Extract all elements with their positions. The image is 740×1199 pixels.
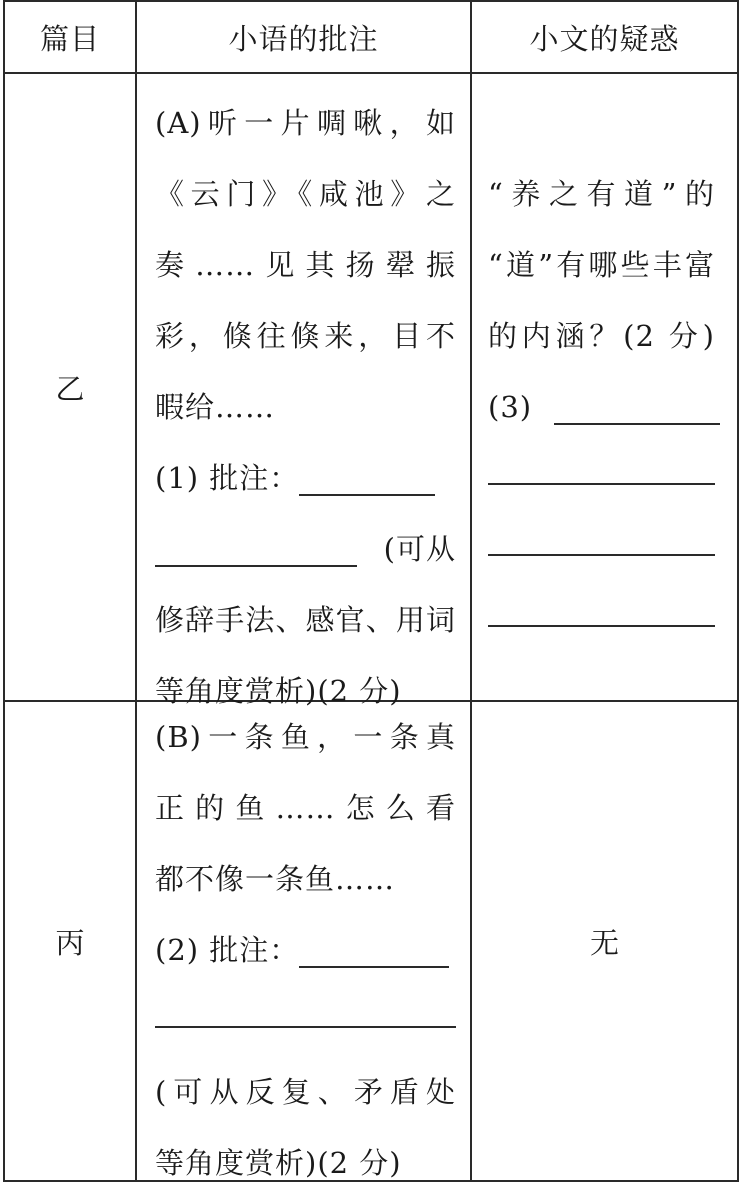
q3-blank-line [488, 585, 715, 656]
doubt-cell-bing: 无 [471, 701, 738, 1181]
q3-prefix: (3) [488, 390, 533, 424]
annotation-line: 正的鱼……怎么看 [155, 791, 456, 825]
annotation-cell-yi [136, 73, 471, 708]
header-row [4, 1, 738, 73]
q2-answer-blank[interactable] [299, 936, 449, 968]
q2-hint-line: (可从反复、矛盾处 [155, 1075, 456, 1109]
table-row [4, 701, 738, 1181]
q2-line [155, 915, 456, 986]
doubt-cell-yi [471, 73, 738, 701]
annotation-line: 彩，倏往倏来，目不 [155, 319, 456, 353]
q1-line [155, 443, 456, 514]
annotation-cell-bing [136, 701, 471, 1181]
q1-hint-suffix: (可从 [383, 532, 456, 566]
header-title: 篇目 [4, 1, 136, 73]
doubt-line: 的内涵？(2 分) [488, 319, 715, 353]
annotation-line: 都不像一条鱼…… [155, 862, 396, 896]
q2-prefix: (2) 批注： [155, 933, 300, 967]
q2-hint-line: 等角度赏析)(2 分) [155, 1146, 402, 1180]
q3-blank-line [488, 443, 715, 514]
doubt-line: “道”有哪些丰富 [488, 248, 715, 282]
q3-answer-blank-4[interactable] [488, 585, 715, 627]
q3-answer-blank-2[interactable] [488, 443, 715, 485]
q3-answer-blank-3[interactable] [488, 514, 715, 556]
annotation-line: 暇给…… [155, 390, 276, 424]
header-annotation: 小语的批注 [136, 1, 471, 73]
q1-answer-blank-2[interactable] [155, 535, 357, 567]
q2-answer-blank-2[interactable] [155, 986, 456, 1028]
header-doubt: 小文的疑惑 [471, 1, 738, 73]
annotation-line: (A)听一片啁啾，如 [155, 106, 456, 140]
annotation-line: 《云门》《咸池》之 [155, 177, 456, 211]
q1-line-2 [155, 514, 456, 585]
q3-answer-blank[interactable] [554, 393, 720, 425]
q1-prefix: (1) 批注： [155, 461, 300, 495]
row-label-bing: 丙 [4, 701, 136, 1181]
table-row [4, 73, 738, 701]
q3-line [488, 372, 715, 443]
q1-hint-line: 修辞手法、感官、用词 [155, 603, 456, 637]
annotation-line: (B)一条鱼，一条真 [155, 720, 456, 754]
annotation-line: 奏……见其扬翚振 [155, 248, 456, 282]
q1-answer-blank[interactable] [299, 464, 435, 496]
q3-blank-line [488, 514, 715, 585]
doubt-line: “养之有道”的 [488, 177, 715, 211]
row-label-yi: 乙 [4, 73, 136, 701]
q1-hint-line: 等角度赏析)(2 分) [155, 674, 402, 708]
q2-blank-line [155, 986, 456, 1057]
annotation-table [3, 0, 739, 1182]
